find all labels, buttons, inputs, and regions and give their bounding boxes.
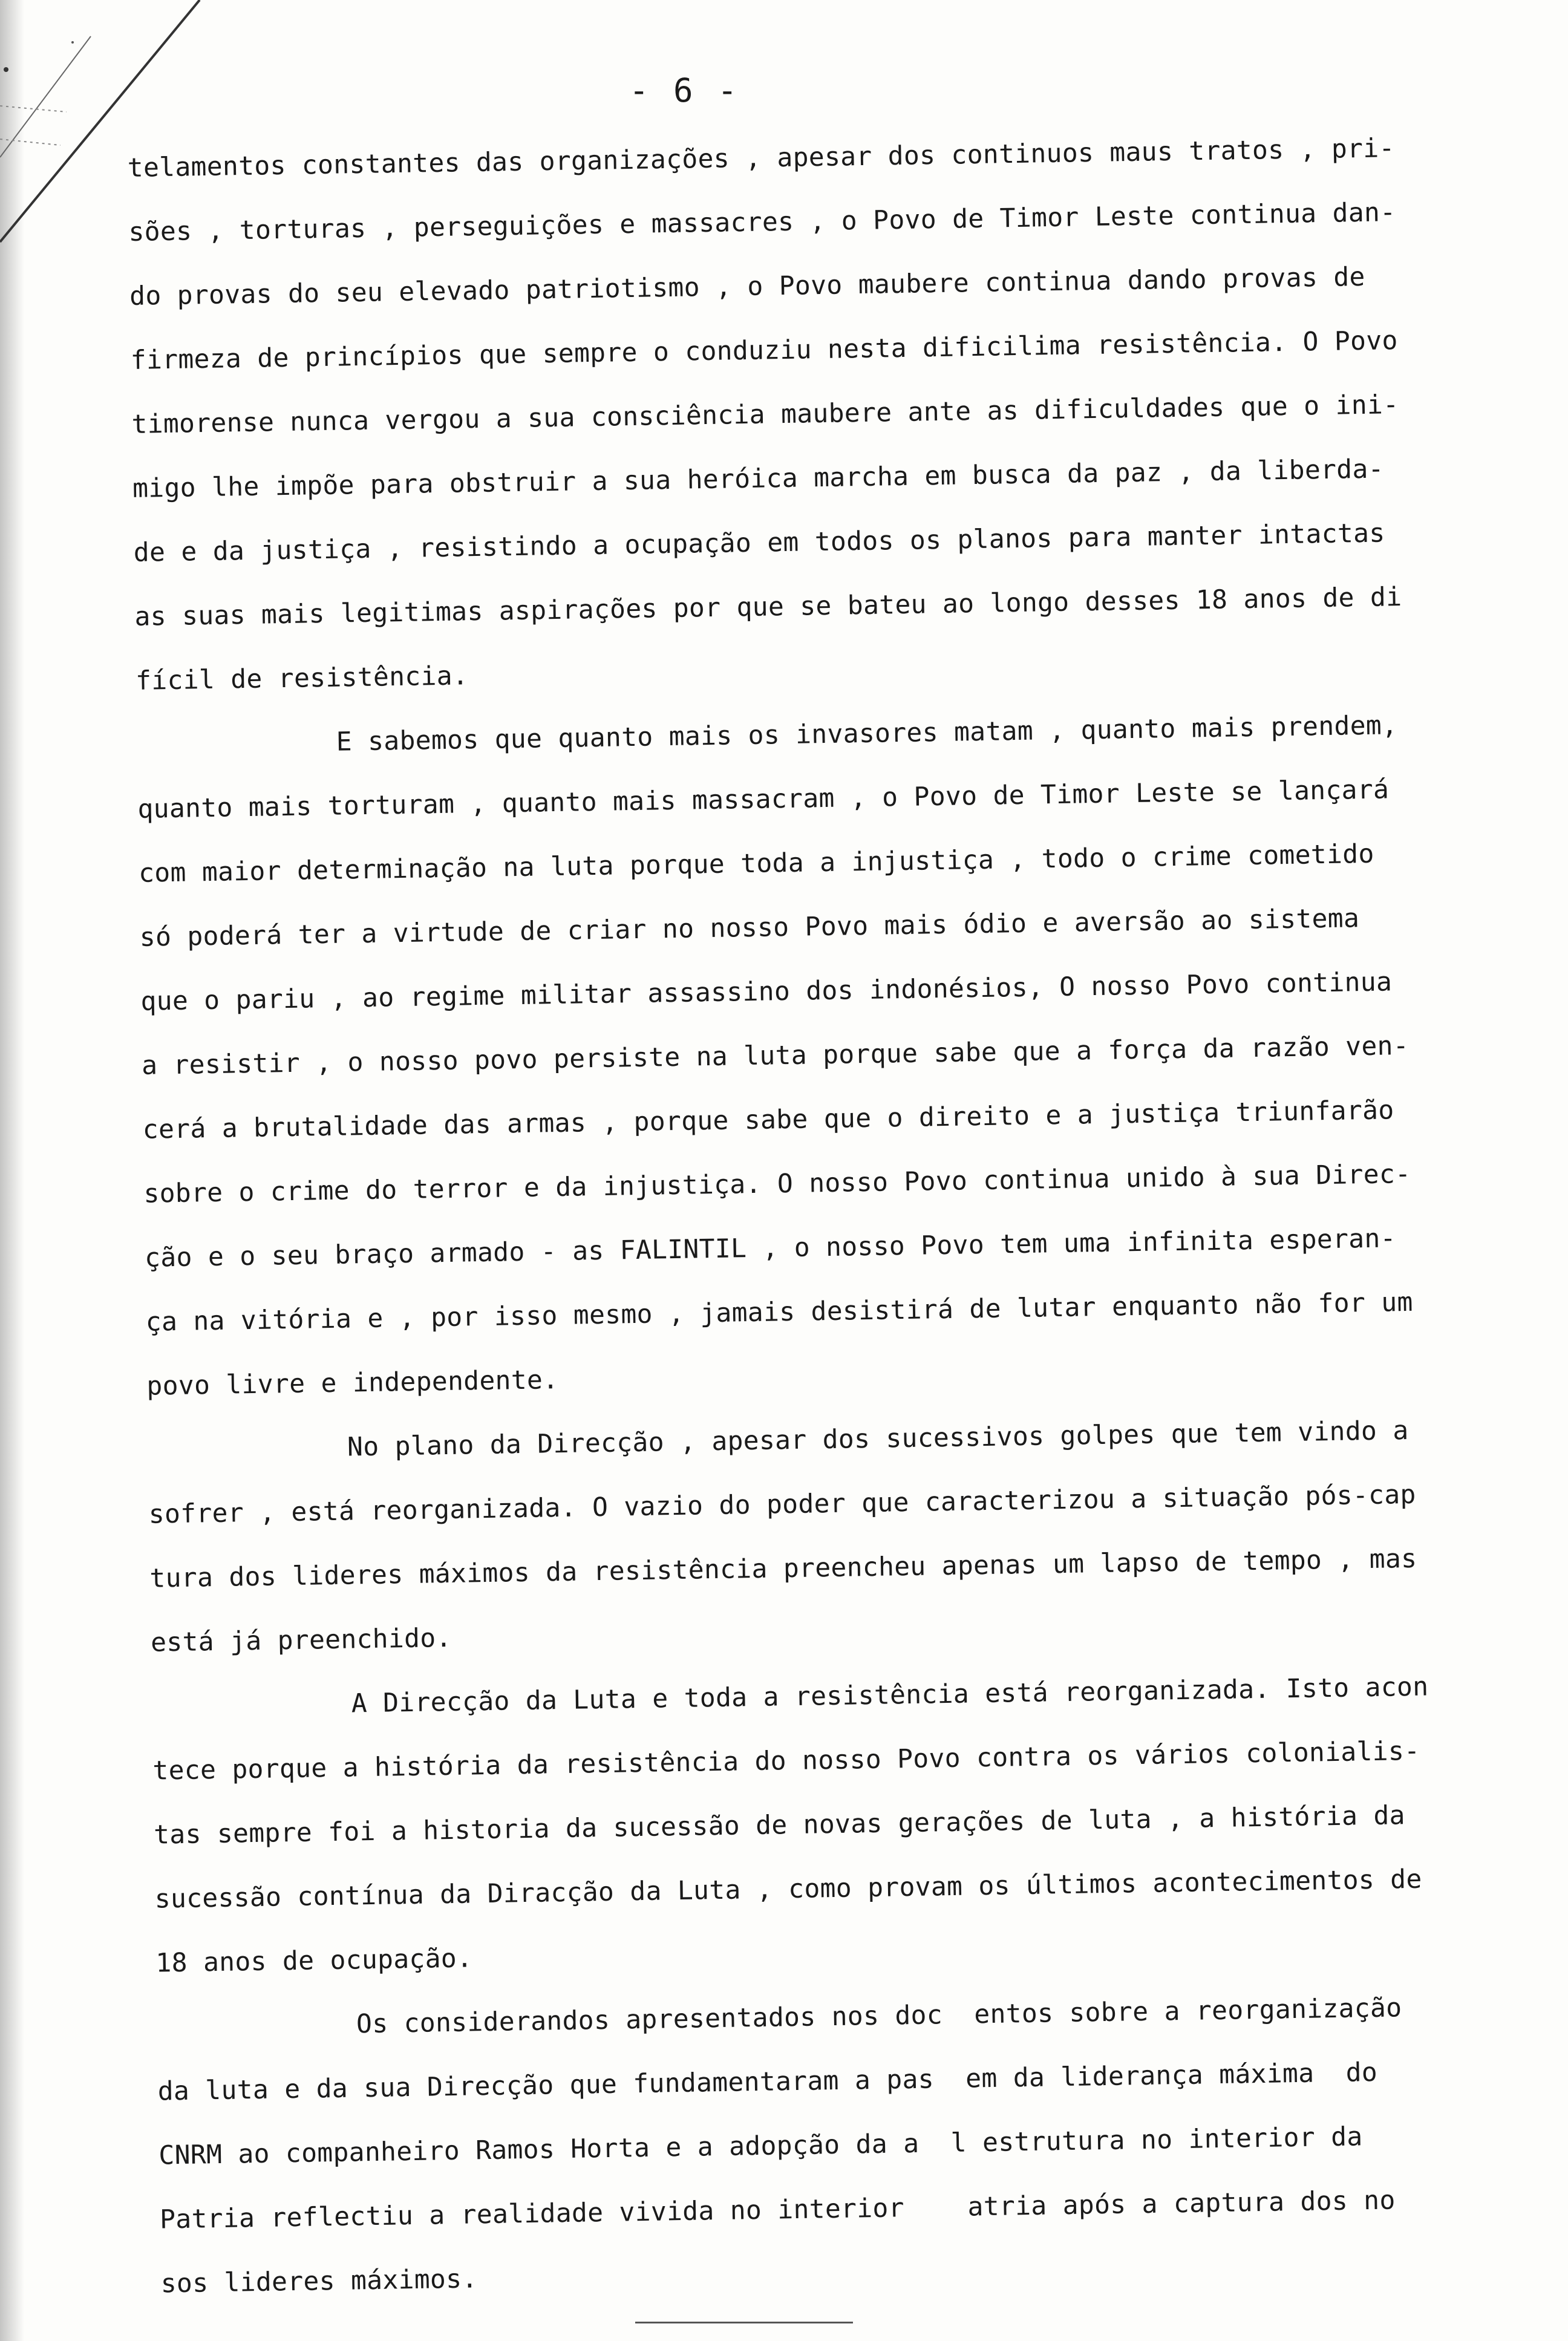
text-line: as suas mais legitimas aspirações por que se bateu ao longo desses 18 anos de di [134,581,1402,632]
text-line: sobre o crime do terror e da injustiça. O nosso Povo continua unido à sua Direc- [143,1158,1411,1209]
scan-edge-shadow [0,0,24,2341]
text-line: sões , torturas , perseguições e massacres , o Povo de Timor Leste continua dan- [128,197,1396,247]
text-line: de e da justiça , resistindo a ocupação em todos os planos para manter intactas [133,518,1385,568]
text-line: cerá a brutalidade das armas , porque sabe que o direito e a justiça triunfarão [142,1095,1394,1145]
text-line: ção e o seu braço armado - as FALINTIL , o nosso Povo tem uma infinita esperan- [144,1223,1397,1273]
text-line: que o pariu , ao regime militar assassino dos indonésios, O nosso Povo continua [140,967,1393,1017]
text-line: está já preenchido. [150,1622,452,1658]
text-line: fícil de resistência. [135,661,469,696]
text-line: sucessão contínua da Diracção da Luta , como provam os últimos acontecimentos de [154,1864,1422,1915]
text-line: ça na vitória e , por isso mesmo , jamais desistirá de lutar enquanto não for um [145,1287,1413,1337]
text-line: Patria reflectiu a realidade vivida no interior atria após a captura dos no [159,2185,1396,2235]
text-line: 18 anos de ocupação. [155,1943,473,1979]
text-line: povo livre e independente. [146,1365,559,1402]
bottom-rule [635,2322,853,2323]
text-line: tece porque a história da resistência do nosso Povo contra os vários colonialis- [152,1735,1420,1786]
text-line: firmeza de princípios que sempre o conduziu nesta dificilima resistência. O Povo [130,325,1399,376]
page-number: - 6 - [629,71,740,109]
text-line: só poderá ter a virtude de criar no nosso Povo mais ódio e aversão ao sistema [139,903,1360,953]
text-line: sos lideres máximos. [160,2264,478,2299]
text-line: A Direcção da Luta e toda a resistência está reorganizada. Isto acon [351,1671,1429,1719]
text-line: do provas do seu elevado patriotismo , o Povo maubere continua dando provas de [129,261,1365,312]
text-line: sofrer , está reorganizada. O vazio do poder que caracterizou a situação pós-cap [148,1479,1416,1530]
text-line: da luta e da sua Direcção que fundamentaram a pas em da liderança máxima do [157,2057,1378,2107]
text-line: migo lhe impõe para obstruir a sua heróica marcha em busca da paz , da liberda- [132,454,1385,504]
text-line: telamentos constantes das organizações , apesar dos continuos maus tratos , pri- [127,133,1396,183]
text-line: quanto mais torturam , quanto mais massacram , o Povo de Timor Leste se lançará [137,774,1390,824]
body-text [127,116,1462,2316]
text-line: tas sempre foi a historia da sucessão de novas gerações de luta , a história da [153,1800,1406,1850]
text-line: Os considerandos apresentados nos doc entos sobre a reorganização [356,1993,1402,2040]
text-line: com maior determinação na luta porque toda a injustiça , todo o crime cometido [138,838,1374,889]
text-line: timorense nunca vergou a sua consciência maubere ante as dificuldades que o ini- [131,390,1399,440]
text-line: tura dos lideres máximos da resistência preencheu apenas um lapso de tempo , mas [149,1543,1417,1594]
text-line: E sabemos que quanto mais os invasores matam , quanto mais prendem, [336,710,1398,757]
text-line: CNRM ao companheiro Ramos Horta e a adopção da a l estrutura no interior da [158,2121,1363,2171]
text-line: No plano da Direcção , apesar dos sucessivos golpes que tem vindo a [347,1415,1409,1463]
text-line: a resistir , o nosso povo persiste na luta porque sabe que a força da razão ven- [141,1030,1410,1081]
